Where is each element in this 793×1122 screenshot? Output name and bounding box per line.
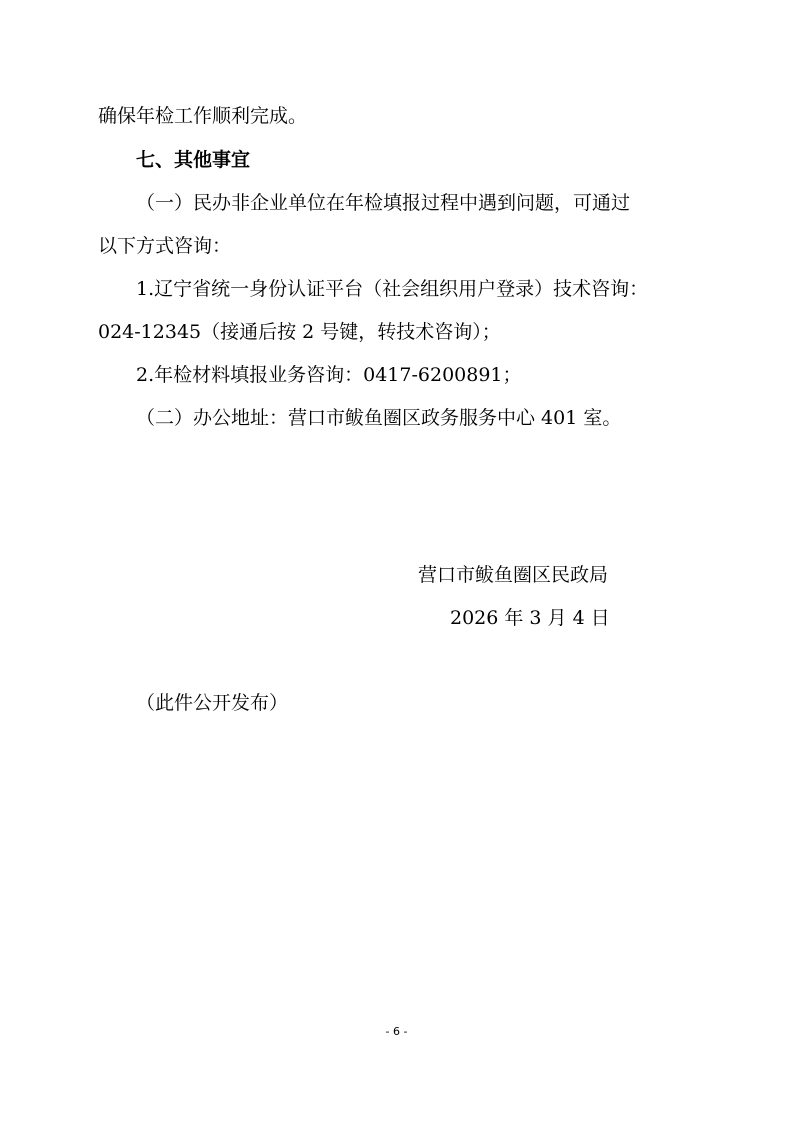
signature-date: 2026 年 3 月 4 日 [450, 607, 610, 629]
paragraph-line: 以下方式咨询： [98, 235, 232, 257]
signature-organization: 营口市鲅鱼圈区民政局 [418, 564, 609, 586]
list-item-line: 1.辽宁省统一身份认证平台（社会组织用户登录）技术咨询： [136, 278, 649, 300]
page-number: - 6 - [385, 1025, 408, 1038]
body-text-line: 确保年检工作顺利完成。 [98, 105, 308, 127]
publication-note: （此件公开发布） [136, 692, 289, 714]
list-item-line: 2.年检材料填报业务咨询：0417-6200891； [136, 364, 522, 386]
paragraph-line: （一）民办非企业单位在年检填报过程中遇到问题，可通过 [136, 192, 631, 214]
list-item-line: 024-12345（接通后按 2 号键，转技术咨询）； [98, 321, 501, 343]
section-heading: 七、其他事宜 [136, 149, 251, 171]
paragraph-line: （二）办公地址：营口市鲅鱼圈区政务服务中心 401 室。 [136, 407, 622, 429]
